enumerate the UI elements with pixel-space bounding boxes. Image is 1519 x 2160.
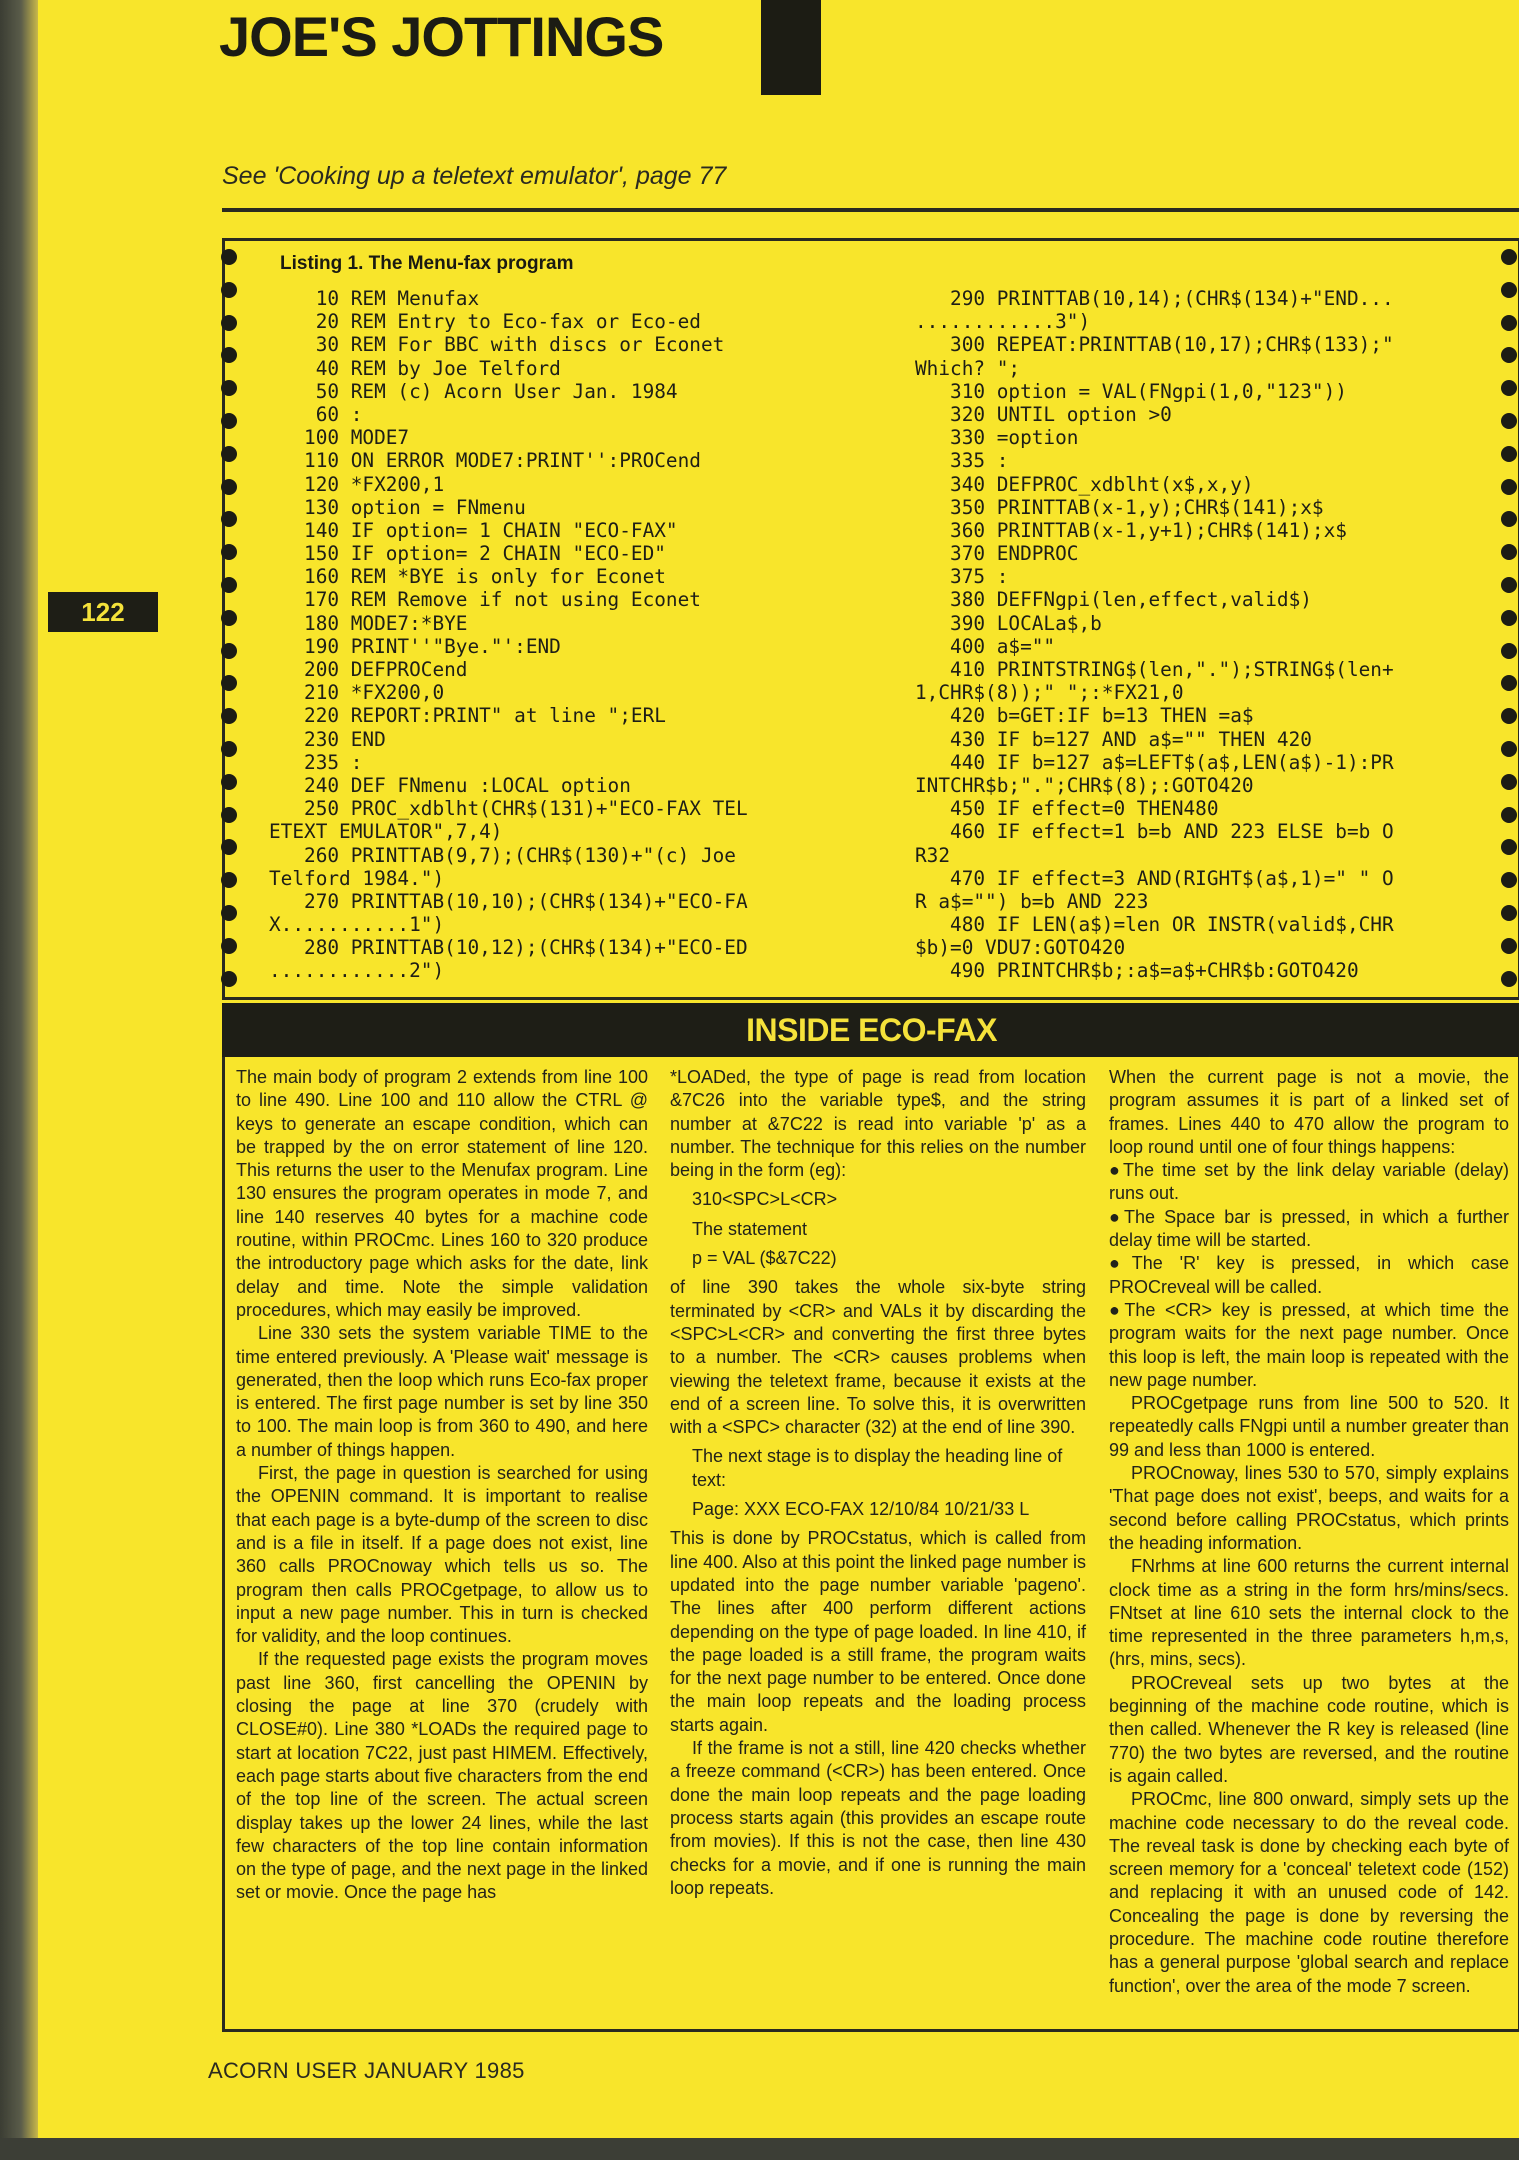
code-line: R32: [915, 843, 951, 867]
bottom-edge: [0, 2138, 1519, 2160]
article-paragraph: 310<SPC>L<CR>: [692, 1189, 838, 1210]
sprocket-hole: [221, 971, 237, 987]
code-line: 335 :: [915, 449, 1009, 473]
code-line: 40 REM by Joe Telford: [269, 356, 561, 380]
code-line: 270 PRINTTAB(10,10);(CHR$(134)+"ECO-FA: [269, 889, 748, 913]
sprocket-holes-right: [1501, 241, 1519, 997]
code-line: 160 REM *BYE is only for Econet: [269, 565, 666, 589]
magazine-page: [38, 0, 1519, 2138]
sprocket-hole: [1501, 610, 1517, 626]
sprocket-hole: [221, 741, 237, 757]
sprocket-hole: [1501, 413, 1517, 429]
code-line: 300 REPEAT:PRINTTAB(10,17);CHR$(133);": [915, 333, 1394, 357]
article-paragraph: FNrhms at line 600 returns the current internal clock time as a string in the form hrs/mins/secs. FNtset at line 610 sets the internal clock to the time represented in the three parameters h,m,s, (hrs, mins, secs).: [1109, 1556, 1509, 1670]
code-line: 30 REM For BBC with discs or Econet: [269, 333, 725, 357]
code-line: Which? ";: [915, 356, 1021, 380]
sprocket-hole: [221, 347, 237, 363]
sprocket-hole: [221, 643, 237, 659]
sprocket-hole: [1501, 249, 1517, 265]
sprocket-hole: [221, 774, 237, 790]
sprocket-hole: [1501, 708, 1517, 724]
sprocket-hole: [1501, 380, 1517, 396]
code-line: 450 IF effect=0 THEN480: [915, 797, 1219, 821]
listing-caption: Listing 1. The Menu-fax program: [280, 253, 574, 274]
sprocket-hole: [1501, 938, 1517, 954]
code-line: 430 IF b=127 AND a$="" THEN 420: [915, 727, 1312, 751]
sprocket-hole: [1501, 347, 1517, 363]
article-paragraph: ●The <CR> key is pressed, at which time the program waits for the next page number. Once this loop is left, the main loop is repeated with the new page number.: [1109, 1299, 1509, 1390]
sprocket-hole: [221, 511, 237, 527]
code-line: 180 MODE7:*BYE: [269, 611, 468, 635]
sprocket-hole: [1501, 839, 1517, 855]
section-heading: INSIDE ECO-FAX: [746, 1012, 997, 1048]
sprocket-hole: [1501, 741, 1517, 757]
code-line: 230 END: [269, 727, 386, 751]
article-paragraph: PROCreveal sets up two bytes at the beginning of the machine code routine, which is then called. Whenever the R key is released (line 770) the two bytes are reversed, and the routine is again called.: [1109, 1672, 1509, 1786]
code-line: 375 :: [915, 565, 1009, 589]
sprocket-hole: [1501, 807, 1517, 823]
sprocket-hole: [1501, 905, 1517, 921]
code-line: 60 :: [269, 402, 363, 426]
section-header-bar: [222, 1003, 1519, 1057]
article-paragraph: of line 390 takes the whole six-byte string terminated by <CR> and VALs it by discarding the <SPC>L<CR> and converting the first three bytes to a number. The <CR> causes problems when viewing the teletext frame, because it exists at the end of a screen line. To solve this, it is overwritten with a <SPC> character (32) at the end of line 390.: [670, 1277, 1086, 1438]
sprocket-hole: [221, 315, 237, 331]
article-paragraph: ●The time set by the link delay variable (delay) runs out.: [1109, 1160, 1509, 1204]
code-line: 480 IF LEN(a$)=len OR INSTR(valid$,CHR: [915, 913, 1394, 937]
code-line: 170 REM Remove if not using Econet: [269, 588, 701, 612]
code-line: 400 a$="": [915, 634, 1056, 658]
article-column-3: [1109, 1066, 1509, 1998]
code-line: 490 PRINTCHR$b;:a$=a$+CHR$b:GOTO420: [915, 959, 1359, 983]
code-line: ............2"): [269, 959, 445, 983]
article-paragraph: ●The 'R' key is pressed, in which case PROCreveal will be called.: [1109, 1253, 1509, 1297]
code-line: 235 :: [269, 750, 363, 774]
sprocket-hole: [1501, 282, 1517, 298]
sprocket-hole: [221, 675, 237, 691]
sprocket-holes-left: [221, 241, 239, 997]
article-body: [222, 1057, 1519, 2032]
code-line: 370 ENDPROC: [915, 542, 1079, 566]
page-number-tab: 122: [48, 592, 158, 632]
code-line: 250 PROC_xdblht(CHR$(131)+"ECO-FAX TEL: [269, 797, 748, 821]
code-line: 280 PRINTTAB(10,12);(CHR$(134)+"ECO-ED: [269, 936, 748, 960]
article-paragraph: Line 330 sets the system variable TIME to the time entered previously. A 'Please wait' message is generated, then the loop which runs Eco-fax proper is entered. The first page number is set by line 350 to 100. The main loop is from 360 to 490, and here a number of things happen.: [236, 1323, 648, 1460]
code-line: 10 REM Menufax: [269, 287, 480, 310]
program-listing: [222, 238, 1519, 1000]
top-rule: [222, 208, 1519, 212]
sprocket-hole: [1501, 577, 1517, 593]
page-title: JOE'S JOTTINGS: [219, 5, 664, 68]
code-line: 220 REPORT:PRINT" at line ";ERL: [269, 704, 666, 728]
article-paragraph: p = VAL ($&7C22): [692, 1248, 837, 1269]
code-column-right: [915, 287, 1394, 983]
article-paragraph: PROCgetpage runs from line 500 to 520. It repeatedly calls FNgpi until a number greater than 99 and less than 1000 is entered.: [1109, 1393, 1509, 1460]
code-line: 20 REM Entry to Eco-fax or Eco-ed: [269, 310, 701, 334]
article-paragraph: ●The Space bar is pressed, in which a further delay time will be started.: [1109, 1206, 1509, 1251]
sprocket-hole: [221, 413, 237, 429]
code-column-left: [269, 287, 748, 983]
code-line: 320 UNTIL option >0: [915, 402, 1172, 426]
article-paragraph: This is done by PROCstatus, which is called from line 400. Also at this point the linked page number is updated into the page number variable 'pageno'. The lines after 400 perform different actions depending on the type of page loaded. In line 410, if the page loaded is a still frame, the program waits for the next page number to be entered. Once done the main loop repeats and the loading process starts again.: [670, 1528, 1086, 1735]
code-line: 130 option = FNmenu: [269, 495, 526, 519]
code-line: 380 DEFFNgpi(len,effect,valid$): [915, 588, 1312, 612]
sprocket-hole: [221, 708, 237, 724]
code-line: Telford 1984."): [269, 866, 445, 890]
code-line: 210 *FX200,0: [269, 681, 445, 705]
code-line: 410 PRINTSTRING$(len,".");STRING$(len+: [915, 658, 1394, 681]
article-paragraph: PROCmc, line 800 onward, simply sets up the machine code necessary to do the reveal code. The reveal task is done by checking each byte of screen memory for a 'conceal' teletext code (152) and replacing it with an unused code of 142. Concealing the page is done by reversing the procedure. The machine code routine therefore has a general purpose 'global search and replace function', over the area of the mode 7 screen.: [1109, 1789, 1509, 1996]
code-line: 330 =option: [915, 426, 1079, 450]
sprocket-hole: [221, 807, 237, 823]
sprocket-hole: [1501, 675, 1517, 691]
sprocket-hole: [1501, 479, 1517, 495]
sprocket-hole: [221, 938, 237, 954]
sprocket-hole: [221, 380, 237, 396]
sprocket-hole: [221, 872, 237, 888]
code-line: 120 *FX200,1: [269, 472, 445, 496]
code-line: ............3"): [915, 310, 1091, 334]
sprocket-hole: [1501, 971, 1517, 987]
sprocket-hole: [221, 249, 237, 265]
code-line: 240 DEF FNmenu :LOCAL option: [269, 773, 631, 797]
sprocket-hole: [1501, 774, 1517, 790]
article-paragraph: *LOADed, the type of page is read from location &7C26 into the variable type$, and the string number at &7C22 is read into variable 'p' as a number. The technique for this relies on the number being in the form (eg):: [670, 1067, 1086, 1181]
code-line: 470 IF effect=3 AND(RIGHT$(a$,1)=" " O: [915, 866, 1394, 890]
code-line: 100 MODE7: [269, 426, 410, 450]
page-footer: ACORN USER JANUARY 1985: [208, 2058, 525, 2083]
article-paragraph: The next stage is to display the heading line of text:: [692, 1446, 1063, 1490]
sprocket-hole: [221, 577, 237, 593]
title-block: [761, 0, 821, 95]
sprocket-hole: [221, 544, 237, 560]
article-column-2: [670, 1066, 1086, 1900]
sprocket-hole: [221, 839, 237, 855]
code-line: 340 DEFPROC_xdblht(x$,x,y): [915, 472, 1254, 496]
sprocket-hole: [1501, 872, 1517, 888]
code-line: 310 option = VAL(FNgpi(1,0,"123")): [915, 379, 1347, 403]
code-line: 350 PRINTTAB(x-1,y);CHR$(141);x$: [915, 495, 1324, 519]
code-line: 440 IF b=127 a$=LEFT$(a$,LEN(a$)-1):PR: [915, 750, 1394, 774]
article-column-1: [236, 1066, 648, 1905]
code-line: $b)=0 VDU7:GOTO420: [915, 936, 1126, 960]
sprocket-hole: [1501, 511, 1517, 527]
sprocket-hole: [1501, 446, 1517, 462]
sprocket-hole: [1501, 544, 1517, 560]
code-line: 260 PRINTTAB(9,7);(CHR$(130)+"(c) Joe: [269, 843, 736, 867]
sprocket-hole: [221, 282, 237, 298]
code-line: INTCHR$b;".";CHR$(8);:GOTO420: [915, 773, 1254, 797]
article-paragraph: PROCnoway, lines 530 to 570, simply explains 'That page does not exist', beeps, and waits for a second before calling PROCstatus, which prints the heading information.: [1109, 1463, 1509, 1553]
article-paragraph: First, the page in question is searched for using the OPENIN command. It is important to realise that each page is a byte-dump of the screen to disc and is a file in itself. If a page does not exist, line 360 calls PROCnoway which tells us so. The program then calls PROCgetpage, to allow us to input a new page number. This in turn is checked for validity, and the loop continues.: [236, 1463, 648, 1647]
code-line: R a$="") b=b AND 223: [915, 889, 1149, 913]
sprocket-hole: [221, 610, 237, 626]
code-line: 190 PRINT''"Bye."':END: [269, 634, 561, 658]
code-line: 460 IF effect=1 b=b AND 223 ELSE b=b O: [915, 820, 1394, 844]
code-line: 140 IF option= 1 CHAIN "ECO-FAX": [269, 518, 678, 542]
article-paragraph: Page: XXX ECO-FAX 12/10/84 10/21/33 L: [692, 1499, 1030, 1520]
article-paragraph: If the frame is not a still, line 420 checks whether a freeze command (<CR>) has been entered. Once done the main loop repeats and the page loading process starts again (this provides an escape route from movies). If this is not the case, then line 430 checks for a movie, and if one is running the main loop repeats.: [670, 1738, 1086, 1898]
code-line: 420 b=GET:IF b=13 THEN =a$: [915, 704, 1254, 728]
code-line: X...........1"): [269, 913, 445, 937]
code-line: 50 REM (c) Acorn User Jan. 1984: [269, 379, 678, 403]
code-line: 150 IF option= 2 CHAIN "ECO-ED": [269, 542, 666, 566]
sprocket-hole: [221, 446, 237, 462]
article-paragraph: The main body of program 2 extends from line 100 to line 490. Line 100 and 110 allow the CTRL @ keys to generate an escape condition, which can be trapped by the on error statement of line 120. This returns the user to the Menufax program. Line 130 ensures the program operates in mode 7, and line 140 reserves 40 bytes for a machine code routine, within PROCmc. Lines 160 to 320 produce the introductory page which asks for the date, link delay and time. Note the simple validation procedures, which may easily be improved.: [236, 1067, 648, 1320]
cross-reference: See 'Cooking up a teletext emulator', page 77: [222, 162, 727, 190]
page-binding: [0, 0, 38, 2160]
sprocket-hole: [221, 479, 237, 495]
code-line: 110 ON ERROR MODE7:PRINT'':PROCend: [269, 449, 701, 473]
code-line: 390 LOCALa$,b: [915, 611, 1102, 635]
code-line: ETEXT EMULATOR",7,4): [269, 820, 503, 844]
sprocket-hole: [1501, 315, 1517, 331]
article-paragraph: If the requested page exists the program moves past line 360, first cancelling the OPENIN by closing the page at line 370 (crudely with CLOSE#0). Line 380 *LOADs the required page to start at location 7C22, just past HIMEM. Effectively, each page starts about five characters from the end of the top line of the screen. The actual screen display takes up the lower 24 lines, while the last few characters of the top line contain information on the type of page, and the next page in the linked set or movie. Once the page has: [236, 1649, 648, 1903]
article-paragraph: The statement: [692, 1218, 808, 1239]
code-line: 360 PRINTTAB(x-1,y+1);CHR$(141);x$: [915, 518, 1347, 542]
sprocket-hole: [1501, 643, 1517, 659]
code-line: 1,CHR$(8));" ";:*FX21,0: [915, 681, 1184, 705]
article-paragraph: When the current page is not a movie, the program assumes it is part of a linked set of frames. Lines 440 to 470 allow the program to loop round until one of four things happens:: [1109, 1067, 1509, 1157]
code-line: 290 PRINTTAB(10,14);(CHR$(134)+"END...: [915, 287, 1394, 310]
sprocket-hole: [221, 905, 237, 921]
code-line: 200 DEFPROCend: [269, 658, 468, 681]
